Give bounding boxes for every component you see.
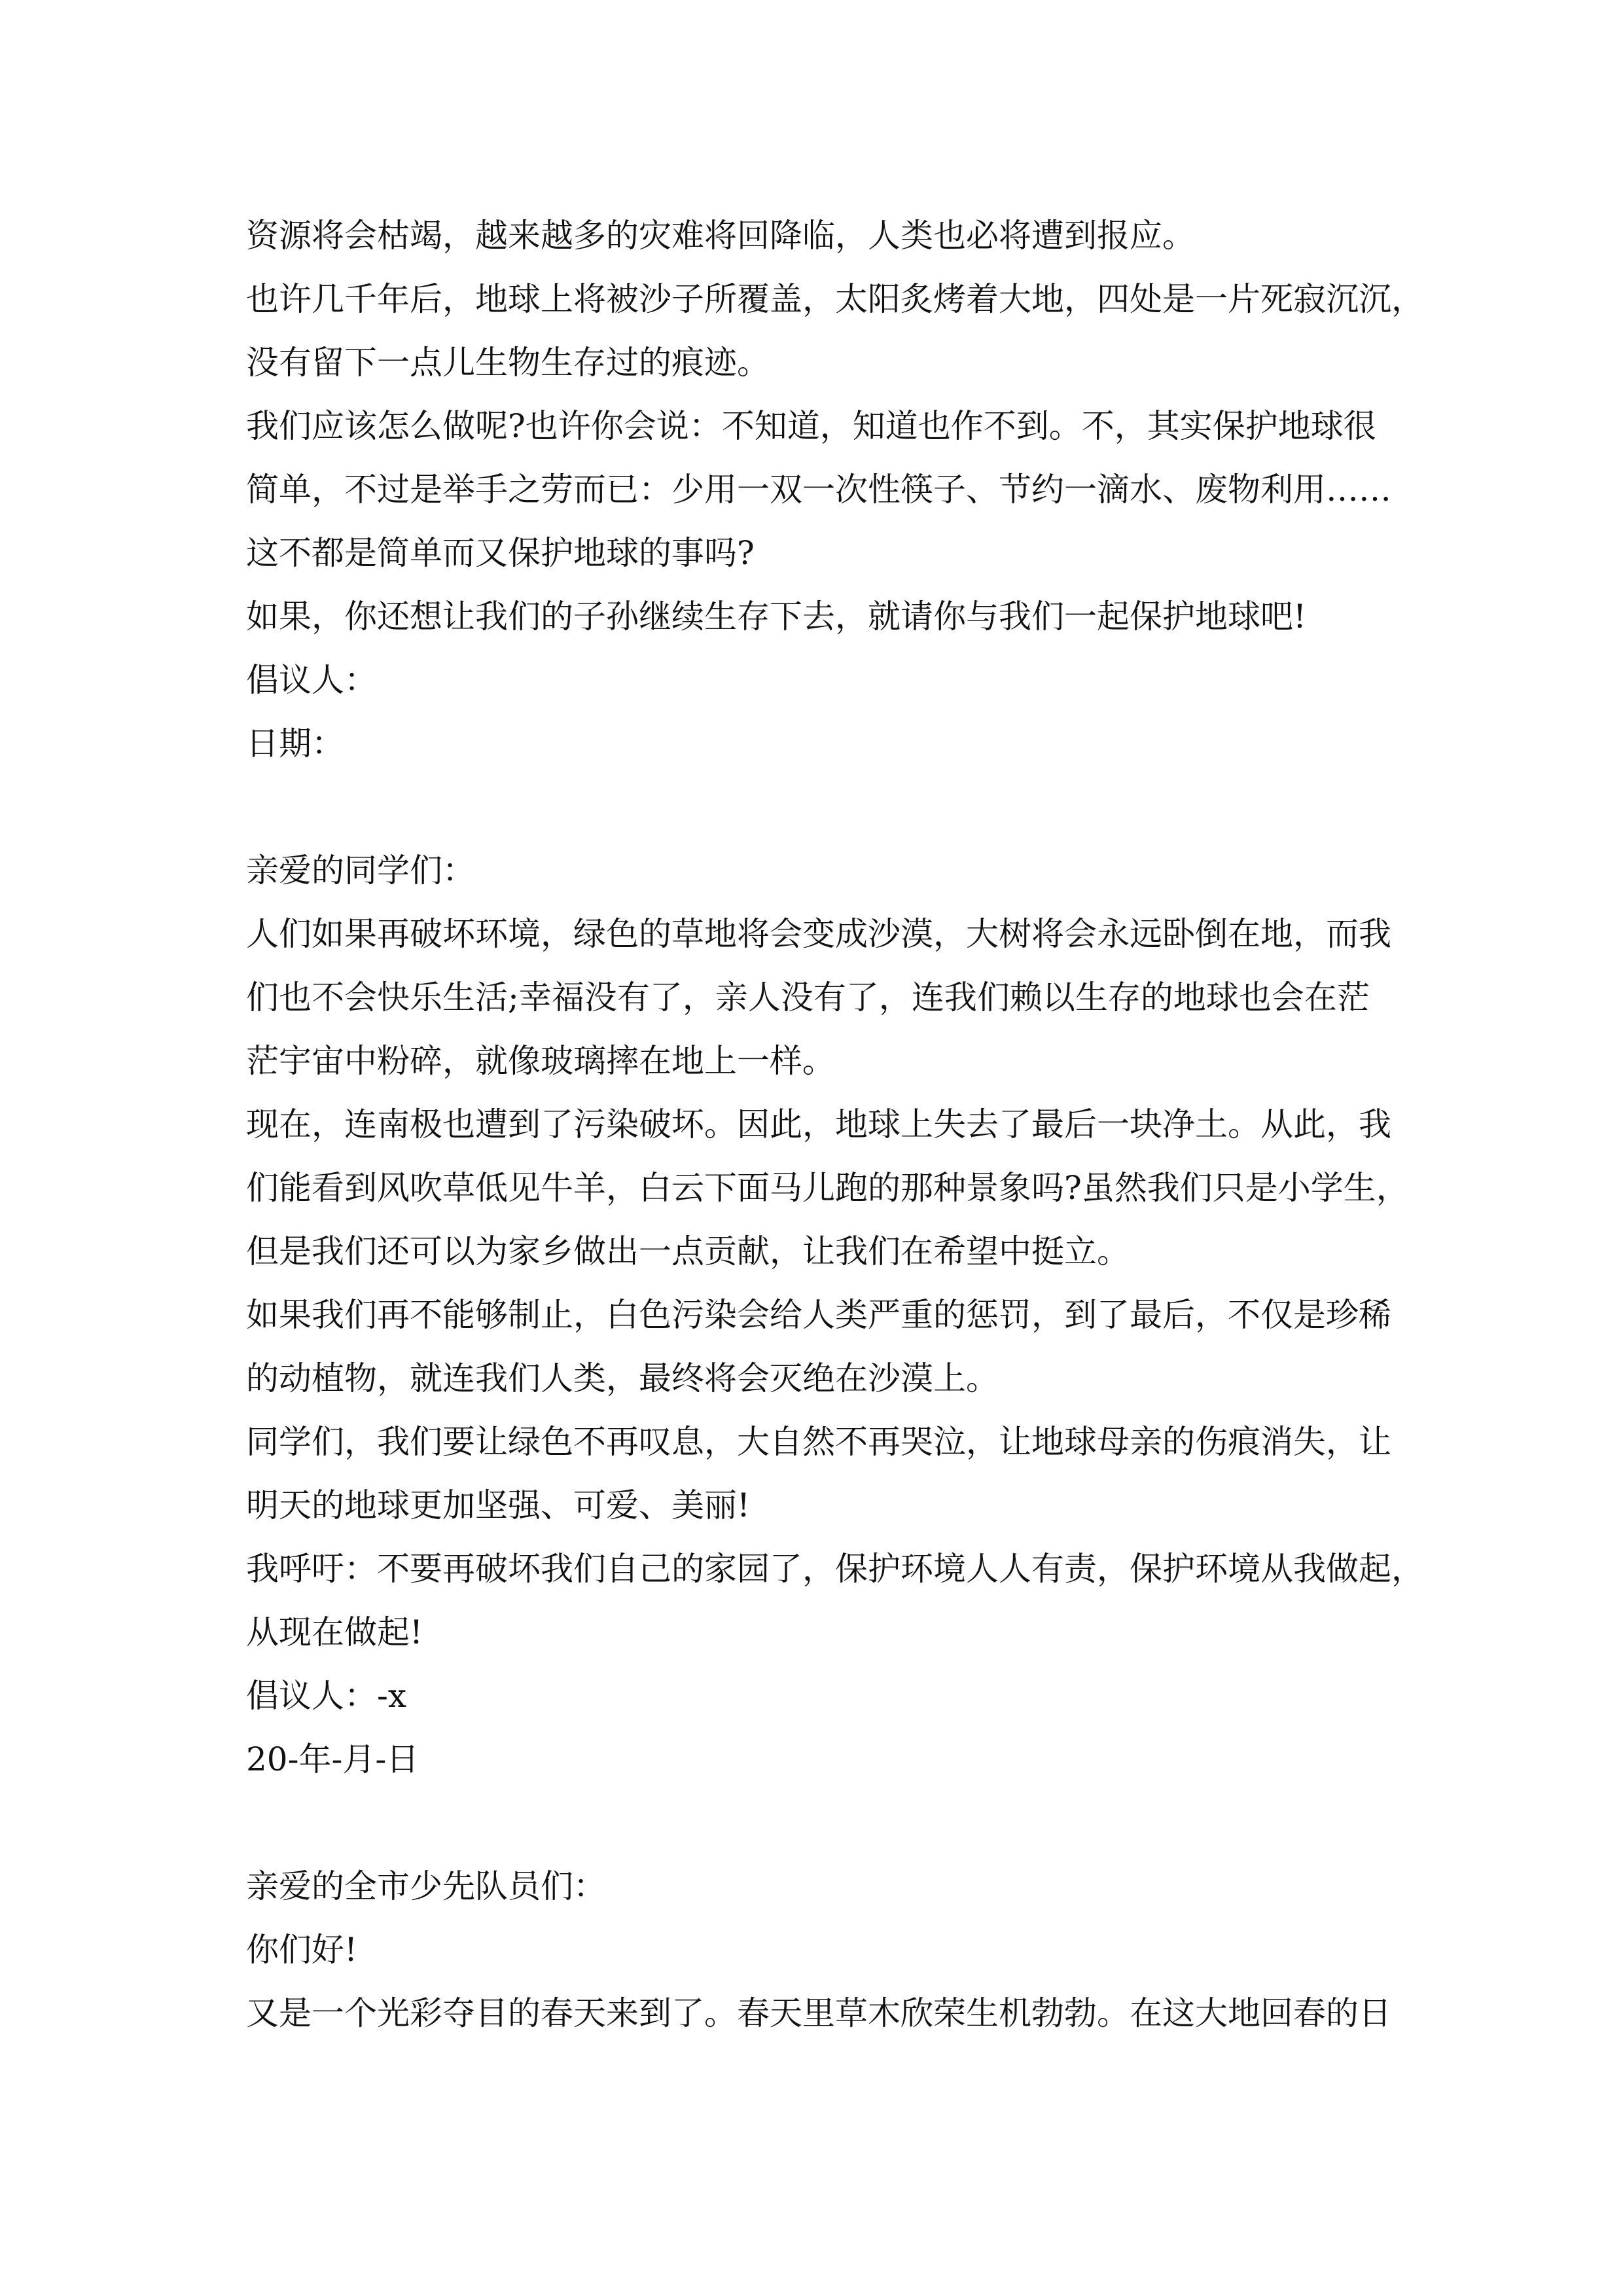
paragraph-line: 明天的地球更加坚强、可爱、美丽! xyxy=(246,1486,751,1524)
paragraph-line: 简单，不过是举手之劳而已：少用一双一次性筷子、节约一滴水、废物利用…… xyxy=(246,471,1391,509)
date-label: 日期： xyxy=(246,725,344,762)
paragraph-line: 的动植物，就连我们人类，最终将会灭绝在沙漠上。 xyxy=(246,1359,999,1397)
section-spacer xyxy=(246,776,1424,839)
paragraph-line: 但是我们还可以为家乡做出一点贡献，让我们在希望中挺立。 xyxy=(246,1232,1130,1270)
paragraph-line: 如果我们再不能够制止，白色污染会给人类严重的惩罚，到了最后，不仅是珍稀 xyxy=(246,1296,1391,1334)
section-spacer xyxy=(246,1791,1424,1855)
paragraph-line: 们能看到风吹草低见牛羊，白云下面马儿跑的那种景象吗?虽然我们只是小学生， xyxy=(246,1169,1409,1207)
paragraph-line: 人们如果再破坏环境，绿色的草地将会变成沙漠，大树将会永远卧倒在地，而我 xyxy=(246,915,1391,953)
paragraph-line: 如果，你还想让我们的子孙继续生存下去，就请你与我们一起保护地球吧! xyxy=(246,598,1307,636)
section-earth-protection xyxy=(246,204,1424,776)
section-young-pioneers-letter xyxy=(246,1855,1424,2045)
paragraph-line: 现在，连南极也遭到了污染破坏。因此，地球上失去了最后一块净土。从此，我 xyxy=(246,1105,1391,1143)
salutation: 亲爱的全市少先队员们： xyxy=(246,1867,606,1905)
paragraph-line: 们也不会快乐生活;幸福没有了，亲人没有了，连我们赖以生存的地球也会在茫 xyxy=(246,978,1370,1016)
paragraph-line: 没有留下一点儿生物生存过的痕迹。 xyxy=(246,344,770,382)
paragraph-line: 又是一个光彩夺目的春天来到了。春天里草木欣荣生机勃勃。在这大地回春的日 xyxy=(246,1994,1391,2032)
paragraph-line: 同学们，我们要让绿色不再叹息，大自然不再哭泣，让地球母亲的伤痕消失，让 xyxy=(246,1423,1391,1461)
section-environment-letter xyxy=(246,839,1424,1791)
greeting: 你们好! xyxy=(246,1931,358,1969)
paragraph-line: 从现在做起! xyxy=(246,1613,423,1651)
paragraph-line: 这不都是简单而又保护地球的事吗? xyxy=(246,534,755,572)
paragraph-line: 也许几千年后，地球上将被沙子所覆盖，太阳炙烤着大地，四处是一片死寂沉沉， xyxy=(246,280,1424,318)
document-body xyxy=(246,204,1424,2045)
paragraph-line: 茫宇宙中粉碎，就像玻璃摔在地上一样。 xyxy=(246,1042,835,1080)
paragraph-line: 资源将会枯竭，越来越多的灾难将回降临，人类也必将遭到报应。 xyxy=(246,217,1195,255)
signature-label: 倡议人： xyxy=(246,661,377,699)
paragraph-line: 我呼吁：不要再破坏我们自己的家园了，保护环境人人有责，保护环境从我做起， xyxy=(246,1550,1424,1588)
signature-label: 倡议人：-x xyxy=(246,1677,407,1715)
date-label: 20-年-月-日 xyxy=(246,1740,419,1778)
paragraph-line: 我们应该怎么做呢?也许你会说：不知道，知道也作不到。不，其实保护地球很 xyxy=(246,407,1376,445)
salutation: 亲爱的同学们： xyxy=(246,852,475,889)
